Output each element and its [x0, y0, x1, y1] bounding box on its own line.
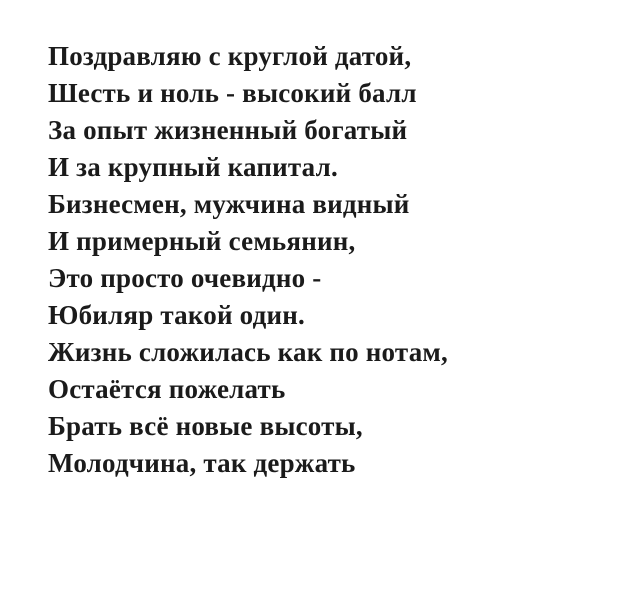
poem-line: Это просто очевидно -	[48, 263, 322, 293]
poem-line: За опыт жизненный богатый	[48, 115, 408, 145]
poem-line: Поздравляю с круглой датой,	[48, 41, 412, 71]
poem-line: Молодчина, так держать	[48, 448, 356, 478]
poem-text-block	[48, 38, 618, 482]
poem-line: Брать всё новые высоты,	[48, 411, 363, 441]
poem-line: Бизнесмен, мужчина видный	[48, 189, 410, 219]
poem-line: Шесть и ноль - высокий балл	[48, 78, 417, 108]
poem-line: И за крупный капитал.	[48, 152, 338, 182]
poem-line: Остаётся пожелать	[48, 374, 286, 404]
poem-line: Жизнь сложилась как по нотам,	[48, 337, 448, 367]
poem-line: Юбиляр такой один.	[48, 300, 305, 330]
poem-line: И примерный семьянин,	[48, 226, 356, 256]
